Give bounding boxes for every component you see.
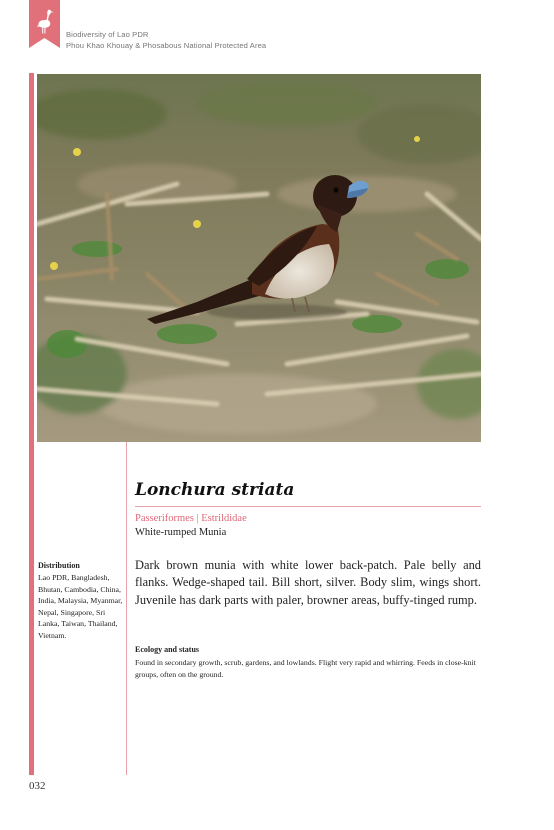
page-number: 032 — [29, 780, 46, 792]
ecology-text: Found in secondary growth, scrub, gardens, and lowlands. Flight very rapid and whirring. Feeds in close-knit groups, often on the ground. — [135, 658, 476, 679]
species-description: Dark brown munia with white lower back-patch. Pale belly and flanks. Wedge-shaped tail. Bill short, silver. Body slim, wings short. Juvenile has dark parts with paler, browner areas, buffy-tinged rump. — [135, 558, 481, 607]
species-scientific-name: Lonchura striata — [135, 480, 295, 500]
distribution-heading: Distribution — [38, 561, 80, 570]
left-accent-bar — [29, 73, 34, 775]
header-badge — [29, 0, 60, 48]
species-taxonomy: Passeriformes | Estrildidae — [135, 513, 247, 524]
header-subtitle: Phou Khao Khouay & Phosabous National Protected Area — [66, 41, 267, 50]
column-divider — [126, 442, 127, 775]
ecology-heading: Ecology and status — [135, 645, 200, 654]
header-title: Biodiversity of Lao PDR — [66, 30, 149, 39]
species-common-name: White-rumped Munia — [135, 527, 227, 538]
name-underline — [135, 506, 481, 507]
distribution-text: Lao PDR, Bangladesh, Bhutan, Cambodia, China, India, Malaysia, Myanmar, Nepal, Singapore, Sri Lanka, Taiwan, Thailand, Vietnam. — [38, 573, 123, 640]
bird-photo — [37, 74, 481, 442]
crane-icon — [29, 0, 60, 48]
